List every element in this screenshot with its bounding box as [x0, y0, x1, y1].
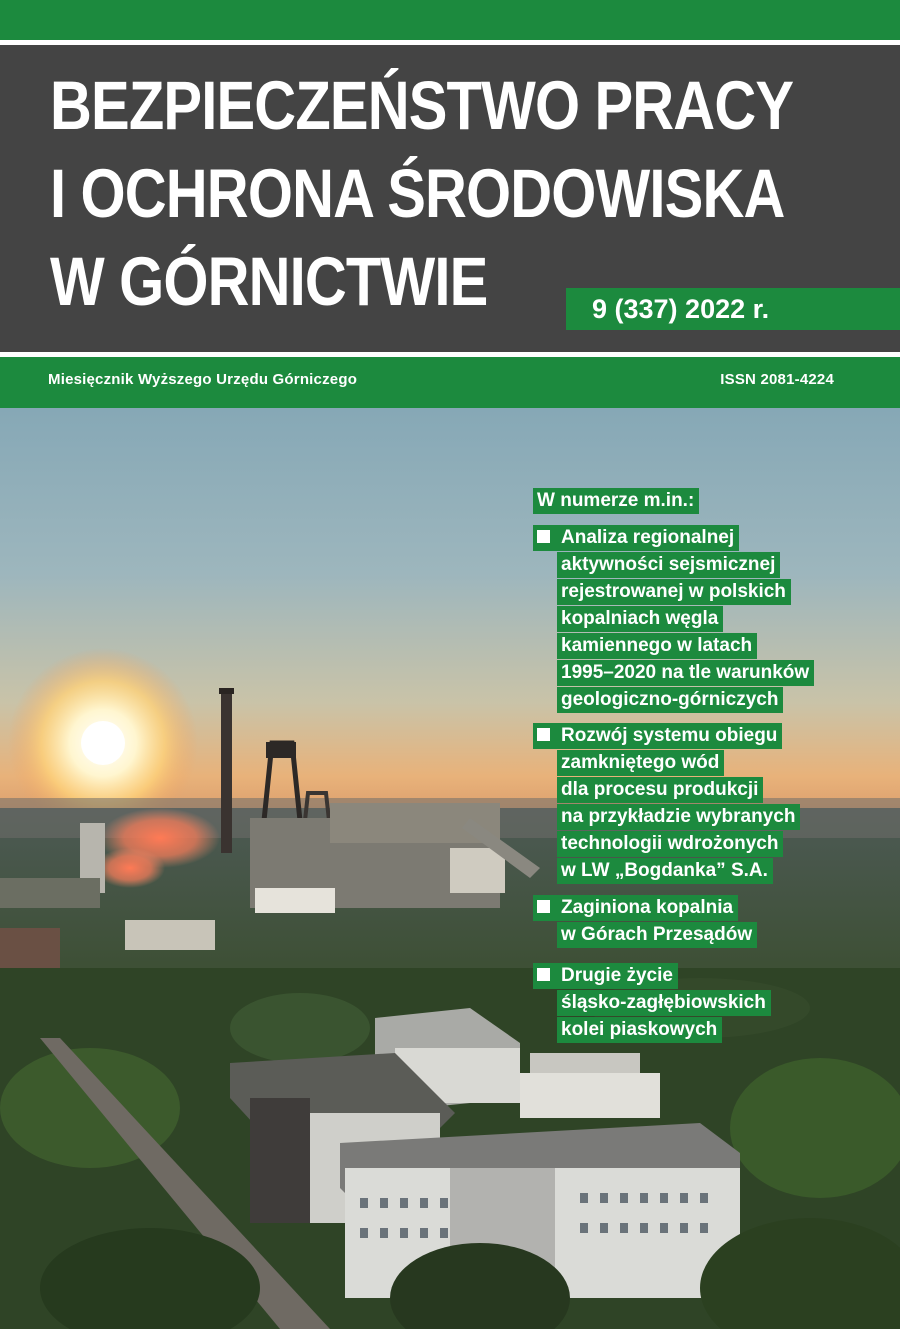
- issn-label: ISSN 2081-4224: [720, 371, 834, 388]
- contents-item-line: aktywności sejsmicznej: [557, 552, 780, 578]
- contents-item-line: Rozwój systemu obiegu: [557, 723, 782, 749]
- contents-item-line: 1995–2020 na tle warunków: [557, 660, 814, 686]
- magazine-title: [50, 62, 793, 326]
- square-bullet-icon: [537, 530, 550, 543]
- contents-panel: [533, 488, 893, 1040]
- contents-item-line: w LW „Bogdanka” S.A.: [557, 858, 773, 884]
- square-bullet-icon: [537, 968, 550, 981]
- title-line-1: BEZPIECZEŃSTWO PRACY: [50, 67, 794, 144]
- issue-number: 9 (337) 2022 r.: [592, 294, 770, 324]
- contents-heading: W numerze m.in.:: [533, 488, 699, 514]
- contents-item-line: Zaginiona kopalnia: [557, 895, 738, 921]
- contents-item-line: technologii wdrożonych: [557, 831, 783, 857]
- contents-item-line: geologiczno-górniczych: [557, 687, 783, 713]
- contents-item-line: zamkniętego wód: [557, 750, 724, 776]
- contents-item-line: na przykładzie wybranych: [557, 804, 800, 830]
- contents-item-line: kopalniach węgla: [557, 606, 723, 632]
- contents-item-line: kolei piaskowych: [557, 1017, 722, 1043]
- contents-item-line: dla procesu produkcji: [557, 777, 763, 803]
- title-line-2: I OCHRONA ŚRODOWISKA: [50, 155, 785, 232]
- contents-item-line: rejestrowanej w polskich: [557, 579, 791, 605]
- publisher-label: Miesięcznik Wyższego Urzędu Górniczego: [48, 371, 358, 388]
- contents-item-line: w Górach Przesądów: [557, 922, 757, 948]
- contents-item-line: śląsko-zagłębiowskich: [557, 990, 771, 1016]
- square-bullet-icon: [537, 728, 550, 741]
- contents-item-line: Drugie życie: [557, 963, 678, 989]
- square-bullet-icon: [537, 900, 550, 913]
- contents-item-line: kamiennego w latach: [557, 633, 757, 659]
- contents-item-line: Analiza regionalnej: [557, 525, 739, 551]
- top-green-bar: [0, 0, 900, 40]
- title-line-3: W GÓRNICTWIE: [50, 243, 488, 320]
